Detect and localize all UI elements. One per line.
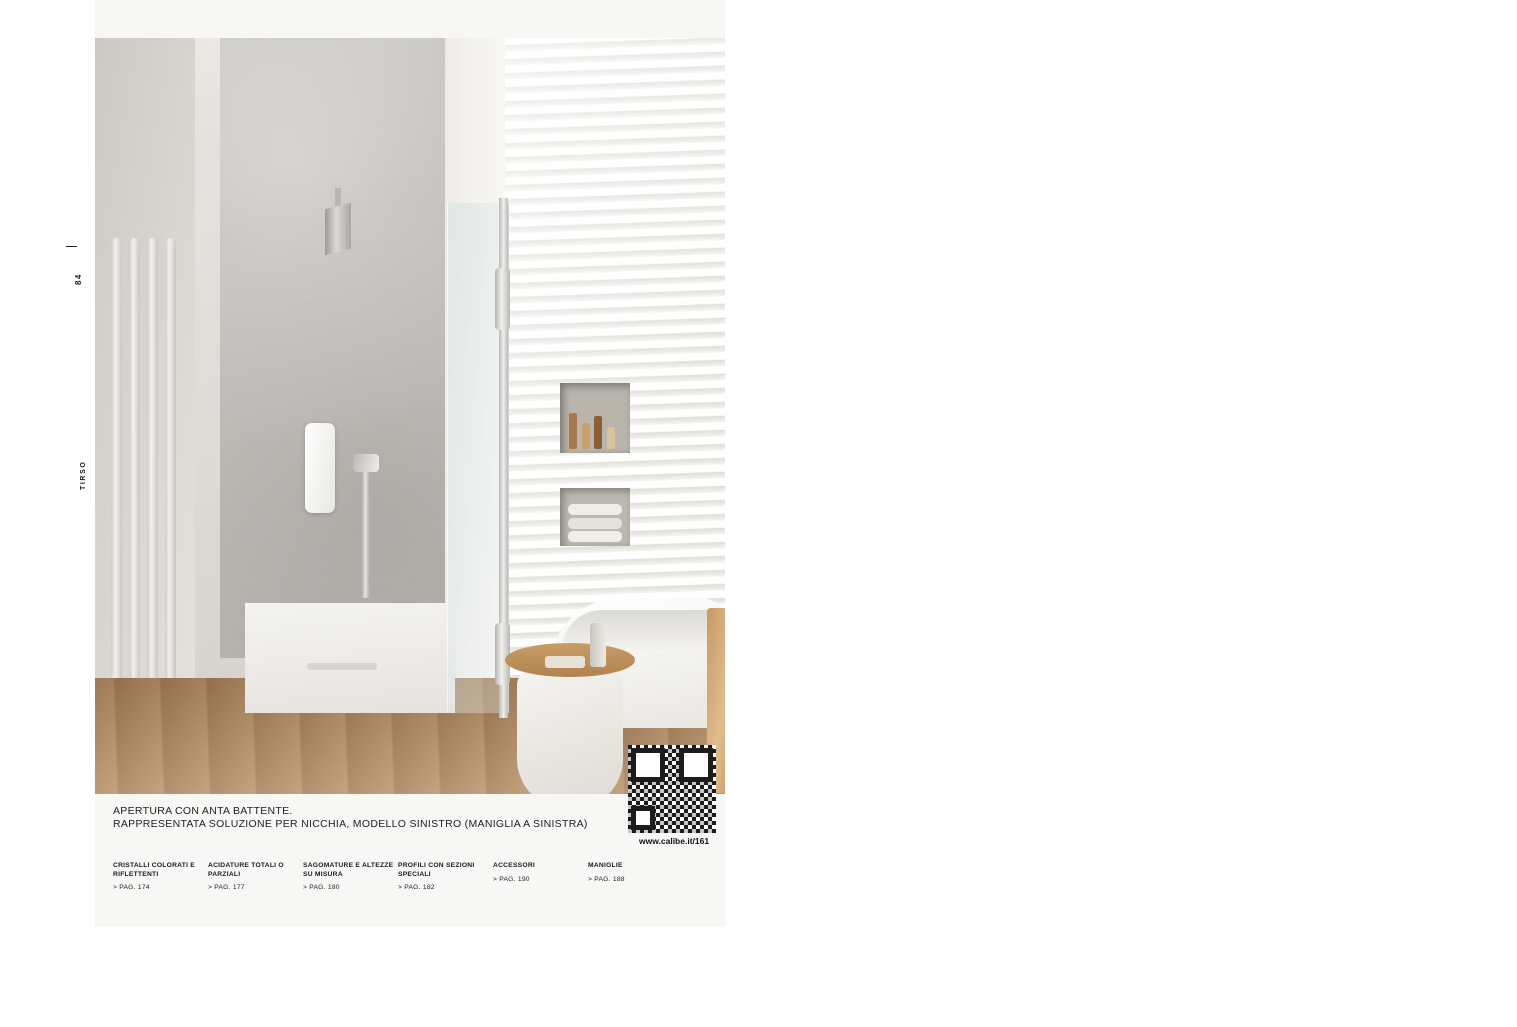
footer-link-title: ACCESSORI [493,862,536,869]
photo-caption [113,805,613,831]
photo-radiator [109,238,181,708]
footer-link-page[interactable]: > PAG. 182 [398,884,435,892]
footer-link-title: CRISTALLI COLORATI E RIFLETTENTI [113,862,196,878]
qr-url-label[interactable]: www.calibe.it/161 [639,836,710,846]
vertical-label-left: TIRSO [80,460,87,490]
footer-link-title: SAGOMATURE E ALTEZZE SU MISURA [303,862,394,878]
footer-link-title: ACIDATURE TOTALI O PARZIALI [208,862,284,878]
related-links-footer [113,862,713,893]
footer-link-page[interactable]: > PAG. 180 [303,884,340,892]
right-page [790,0,1517,927]
photo-niche-bottles [560,383,630,453]
footer-link-acidature[interactable] [208,862,303,893]
page-number-left: 84 [74,273,83,285]
footer-link-maniglie[interactable] [588,862,683,893]
product-photo [95,38,725,794]
footer-link-sagomature[interactable] [303,862,398,893]
footer-link-profili[interactable] [398,862,493,893]
footer-link-page[interactable]: > PAG. 188 [588,875,625,883]
photo-bottle [590,623,606,667]
photo-niche-towels [560,488,630,546]
left-page [0,0,790,927]
footer-link-page[interactable]: > PAG. 174 [113,884,150,892]
photo-concrete-wall [220,38,445,658]
footer-link-cristalli[interactable] [113,862,208,893]
footer-link-title: MANIGLIE [588,862,623,869]
photo-caption-line-1: APERTURA CON ANTA BATTENTE. [113,805,293,817]
photo-caption-line-2: RAPPRESENTATA SOLUZIONE PER NICCHIA, MODELLO SINISTRO (MANIGLIA A SINISTRA) [113,818,588,830]
footer-link-accessori[interactable] [493,862,588,893]
page-number-rule-left [66,246,77,247]
photo-shower-tray [245,603,455,713]
photo-door-handle-upper [495,268,510,330]
qr-code-icon[interactable] [628,745,716,833]
photo-hand-shower [361,468,370,598]
footer-link-title: PROFILI CON SEZIONI SPECIALI [398,862,475,878]
photo-soap-tray [545,656,585,668]
photo-shower-head [325,203,351,255]
footer-link-page[interactable]: > PAG. 177 [208,884,245,892]
photo-control-panel [305,423,335,513]
footer-link-page[interactable]: > PAG. 190 [493,875,530,883]
